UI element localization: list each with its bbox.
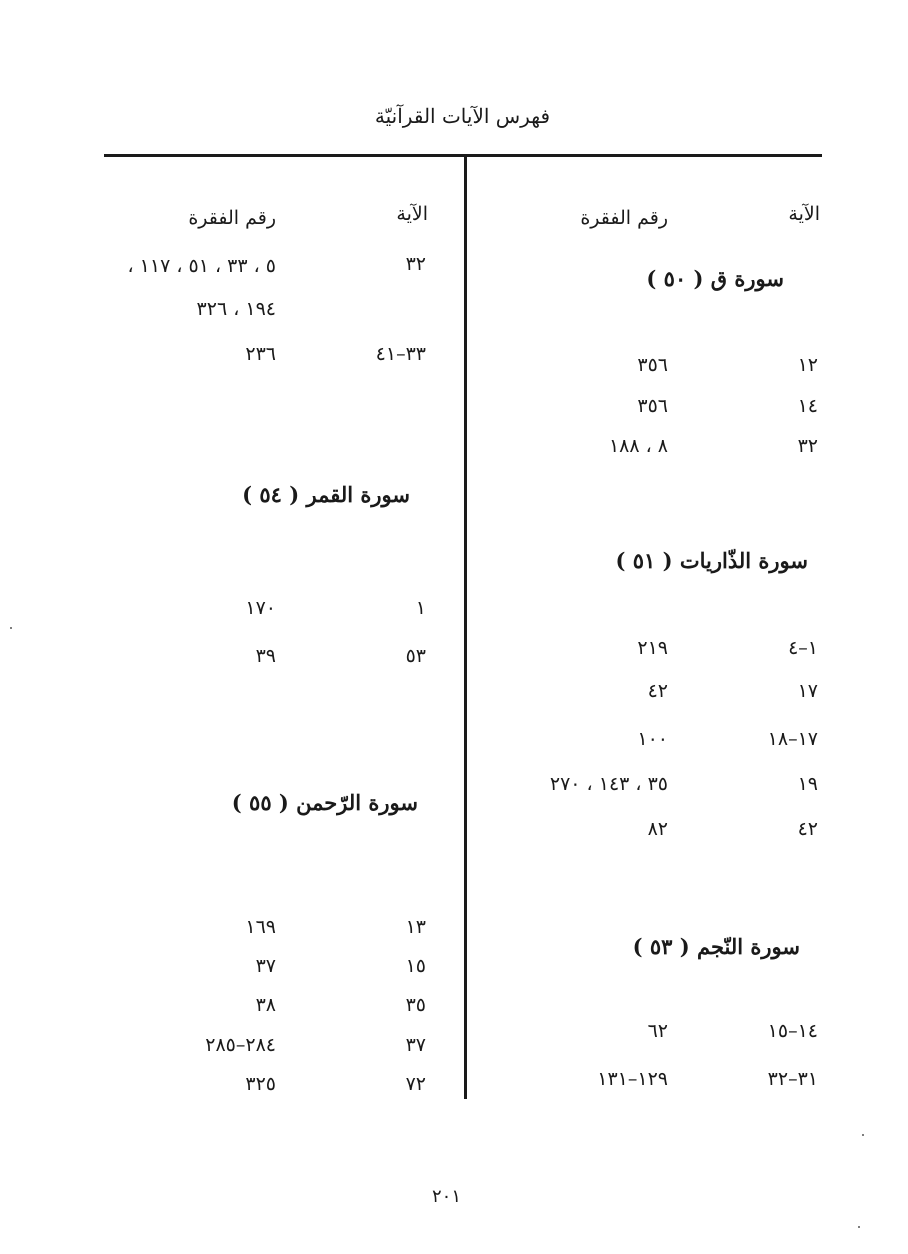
paragraph-cell: ٣٢٥ [245,1073,276,1095]
paragraph-cell: ١٦٩ [245,916,276,938]
verse-cell: ١٢ [797,354,818,376]
paragraph-cell: ٢٣٦ [245,343,276,365]
paragraph-cell: ٣٥ ، ١٤٣ ، ٢٧٠ [549,773,668,795]
page-title: فهرس الآيات القرآنيّة [374,104,550,128]
paragraph-cell: ٨٢ [647,818,668,840]
verse-cell: ١ [415,597,426,619]
verse-cell: ٧٢ [405,1073,426,1095]
verse-cell: ١–٤ [788,637,818,659]
paragraph-cell: ٤٢ [647,680,668,702]
column-divider [464,154,467,1099]
paragraph-cell: ١٢٩–١٣١ [597,1068,668,1090]
verse-cell: ٣١–٣٢ [767,1068,818,1090]
surah-qaf-title: سورة ق ( ٥٠ ) [646,266,784,291]
paragraph-cell: ١٠٠ [637,728,668,750]
surah-rahman-title: سورة الرّحمن ( ٥٥ ) [231,790,418,815]
scan-speck [862,1134,864,1136]
paragraph-cell: ٦٢ [647,1020,668,1042]
verse-cell: ١٤–١٥ [767,1020,818,1042]
verse-cell: ٣٥ [405,994,426,1016]
verse-cell: ١٩ [797,773,818,795]
verse-cell: ٣٢ [405,253,426,275]
verse-cell: ١٣ [405,916,426,938]
verse-cell: ٣٧ [405,1034,426,1056]
paragraph-cell: ٨ ، ١٨٨ [608,435,668,457]
paragraph-cell: ٣٥٦ [637,395,668,417]
verse-cell: ٥٣ [405,645,426,667]
page-number: ٢٠١ [432,1186,462,1207]
paragraph-cell: ٣٥٦ [637,354,668,376]
right-col-verse-header: الآية [788,203,820,225]
verse-cell: ١٧ [797,680,818,702]
verse-cell: ١٧–١٨ [767,728,818,750]
paragraph-cell: ٣٩ [255,645,276,667]
paragraph-cell: ٢٨٤–٢٨٥ [205,1034,276,1056]
verse-cell: ١٤ [797,395,818,417]
header-rule [104,154,822,157]
verse-cell: ٣٢ [797,435,818,457]
left-col-verse-header: الآية [396,203,428,225]
paragraph-cell: ٥ ، ٣٣ ، ٥١ ، ١١٧ ، [127,255,276,277]
verse-cell: ٤٢ [797,818,818,840]
verse-cell: ١٥ [405,955,426,977]
paragraph-cell: ٣٧ [255,955,276,977]
paragraph-cell: ١٧٠ [245,597,276,619]
scan-speck [858,1226,860,1228]
paragraph-cell: ٢١٩ [637,637,668,659]
surah-qamar-title: سورة القمر ( ٥٤ ) [242,482,410,507]
scan-speck [10,627,12,629]
verse-cell: ٣٣–٤١ [375,343,426,365]
right-col-paragraph-header: رقم الفقرة [580,207,668,229]
surah-dhariyat-title: سورة الذّاريات ( ٥١ ) [615,548,808,573]
paragraph-cell: ١٩٤ ، ٣٢٦ [196,298,276,320]
paragraph-cell: ٣٨ [255,994,276,1016]
left-col-paragraph-header: رقم الفقرة [188,207,276,229]
surah-najm-title: سورة النّجم ( ٥٣ ) [632,934,800,959]
